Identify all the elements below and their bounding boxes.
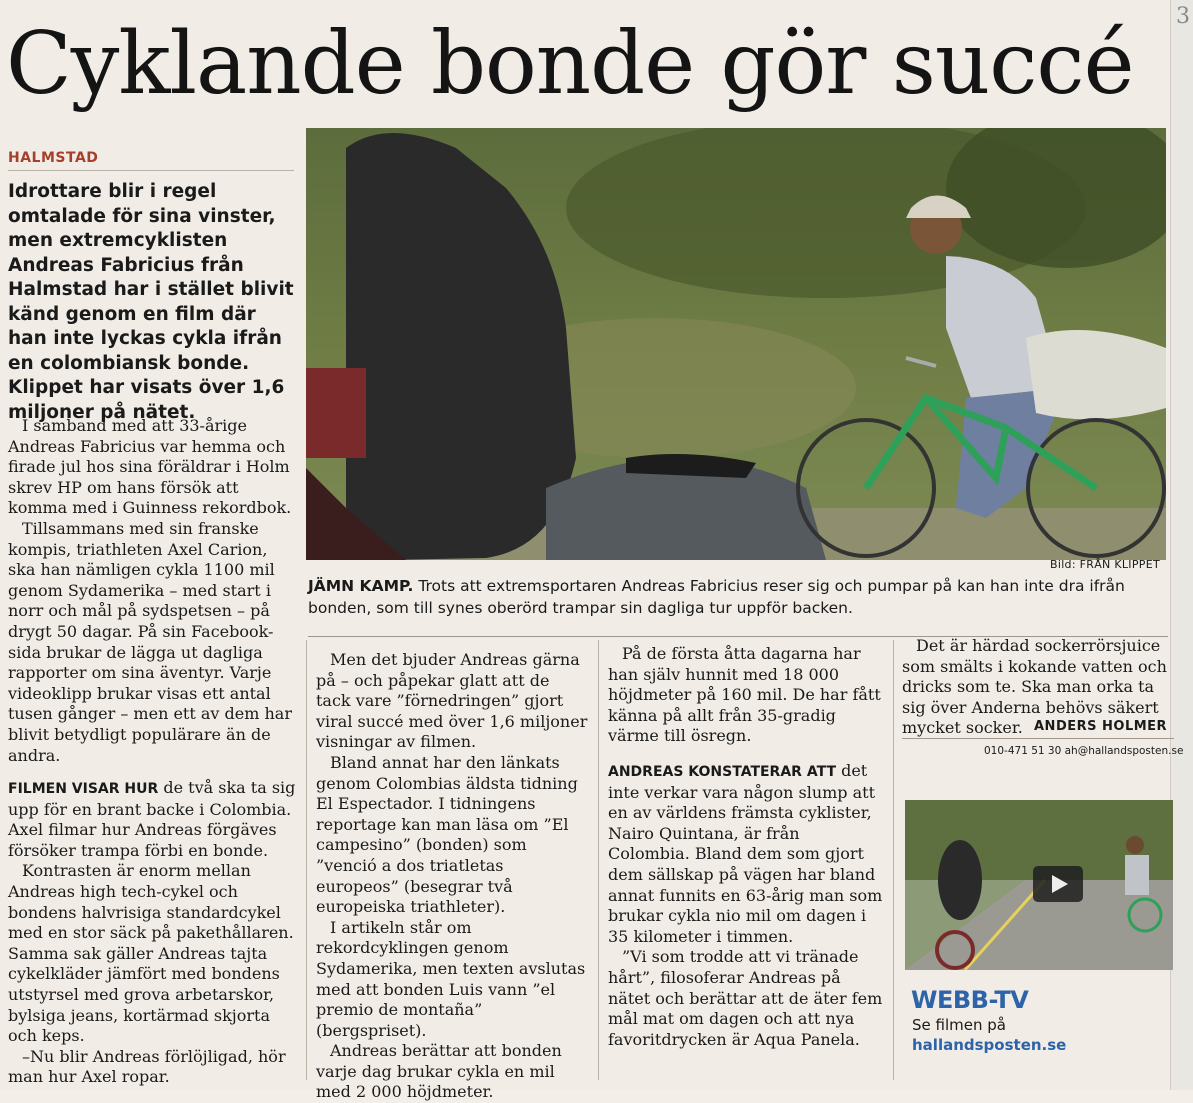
body-paragraph: Tillsammans med sin franske kompis, triathleten Axel Carion, ska han nämligen cykla 1100 mil genom Sydamerika – med start i norr och mål på sydspetsen – på drygt 50 dagar. På sin Facebook-sida brukar de lägga ut dagliga rapporter om sina äventyr. Varje videoklipp brukar visas ett antal tusen gånger – men ett av dem har blivit betydligt populärare än de andra.: [8, 518, 292, 765]
column-divider: [598, 640, 599, 1080]
column-divider: [306, 640, 307, 1080]
body-column-1-lower: [8, 778, 298, 1088]
body-paragraph: På de första åtta dagarna har han själv hunnit med 18 000 höjdmeter på 160 mil. De har fått känna på allt från 35-gradig värme till ösregn.: [608, 644, 881, 746]
caption-lead: JÄMN KAMP.: [308, 577, 414, 595]
headline: Cyklande bonde gör succé: [6, 14, 1134, 114]
body-paragraph: Det är härdad sockerrörsjuice som smälts i kokande vatten och dricks som te. Ska man orka ta sig över Anderna behövs säkert mycket socker.: [902, 636, 1167, 738]
article-photo: [306, 128, 1166, 560]
body-paragraph: Andreas berättar att bonden varje dag brukar cykla en mil med 2 000 höjdmeter.: [316, 1041, 562, 1102]
photo-credit: Bild: FRÅN KLIPPET: [1050, 558, 1160, 571]
body-text: de två ska ta sig upp för en brant backe i Colombia. Axel filmar hur Andreas förgäves försöker trampa förbi en bonde.: [8, 778, 296, 860]
body-column-1: [8, 416, 298, 766]
body-paragraph: –Nu blir Andreas förlöjligad, hör man hur Axel ropar.: [8, 1046, 286, 1087]
play-button[interactable]: [1033, 866, 1083, 902]
cyclist-and-farmer-photo: [306, 128, 1166, 560]
body-paragraph: Men det bjuder Andreas gärna på – och påpekar glatt att de tack vare ”förnedringen” gjort viral succé med över 1,6 miljoner visningar av filmen.: [316, 650, 588, 752]
body-paragraph: [8, 778, 298, 861]
body-paragraph: Bland annat har den länkats genom Colombias äldsta tidning El Espectador. I tidningens reportage kan man läsa om ”El campesino” (bonden) som ”venció a dos triatletas europeos” (besegrar två europeiska triathleter).: [316, 752, 578, 917]
column-divider: [893, 640, 894, 1080]
play-icon: [1052, 875, 1068, 893]
contact-info: 010-471 51 30 ah@hallandsposten.se: [984, 745, 1184, 757]
body-paragraph: I artikeln står om rekordcyklingen genom Sydamerika, men texten avslutas med att bonden Luis vann ”el premio de montaña” (bergspriset).: [316, 917, 586, 1040]
ingress: Idrottare blir i regel omtalade för sina vinster, men extremcyklisten Andreas Fabricius från Halmstad har i stället blivit känd genom en film där han inte lyckas cykla ifrån en colombiansk bonde. Klippet har visats över 1,6 miljoner på nätet.: [8, 181, 294, 423]
photo-caption: [308, 575, 1168, 619]
body-paragraph: I samband med att 33-årige Andreas Fabricius var hemma och firade jul hos sina föräldrar i Holm skrev HP om hans försök att komma med i Guinness rekordbok.: [8, 416, 292, 518]
body-paragraph: ”Vi som trodde att vi tränade hårt”, filosoferar Andreas på nätet och berättar att de äter fem mål mat om dagen och att nya favoritdrycken är Aqua Panela.: [608, 947, 883, 1049]
webb-tv-subtitle: Se filmen på: [912, 1016, 1006, 1034]
kicker-location: HALMSTAD: [8, 150, 99, 166]
caption-text: Trots att extremsportaren Andreas Fabricius reser sig och pumpar på kan han inte dra ifrån bonden, som till synes oberörd trampar sin dagliga tur uppför backen.: [308, 577, 1125, 617]
body-paragraph: [608, 761, 886, 947]
body-text: det inte verkar vara någon slump att en av världens främsta cyklister, Nairo Quintana, är från Colombia. Bland dem som gjort dem sällskap på vägen har bland annat funnits en 63-årig man som brukar cykla nio mil om dagen i 35 kilometer i timmen.: [608, 760, 883, 946]
subheading: FILMEN VISAR HUR: [8, 781, 159, 797]
webb-tv-thumbnail[interactable]: [905, 800, 1173, 970]
byline-divider: [902, 738, 1174, 739]
subheading: ANDREAS KONSTATERAR ATT: [608, 763, 836, 780]
webb-tv-link[interactable]: hallandsposten.se: [912, 1036, 1067, 1054]
webb-tv-title: WEBB-TV: [911, 986, 1029, 1014]
byline: ANDERS HOLMER: [1034, 719, 1168, 734]
page-edge: [1170, 0, 1193, 1090]
page-number: 3: [1176, 4, 1190, 29]
kicker-divider: [8, 170, 294, 171]
body-column-3: [608, 644, 886, 1050]
body-paragraph: Kontrasten är enorm mellan Andreas high tech-cykel och bondens halvrisiga standardcykel med en stor säck på pakethållaren. Samma sak gäller Andreas tajta cykelkläder jämfört med bondens utstyrsel med grova arbetarskor, bylsiga jeans, kortärmad skjorta och keps.: [8, 861, 294, 1046]
body-column-2: [316, 650, 588, 1103]
